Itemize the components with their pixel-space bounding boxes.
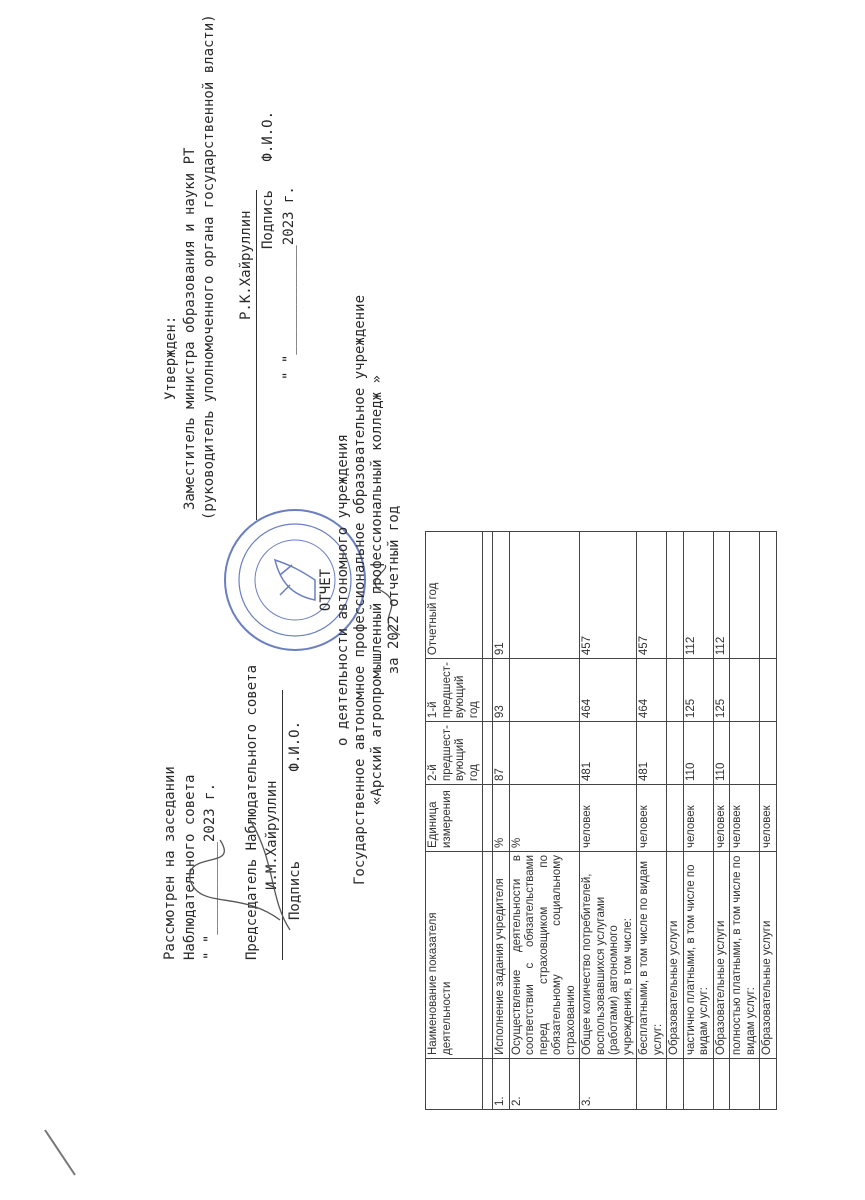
table-row: [509, 532, 580, 1110]
table-row: [760, 532, 777, 1110]
row-unit: человек: [637, 785, 667, 852]
report-table-wrap: [425, 531, 777, 1110]
row-unit: %: [509, 785, 580, 852]
row-num: [637, 1059, 667, 1110]
row-unit: человек: [760, 785, 777, 852]
row-rep: 457: [580, 532, 637, 659]
chairman-signature-icon: [180, 810, 300, 950]
table-row: [683, 532, 713, 1110]
row-y2: 481: [580, 722, 637, 785]
row-y1: 93: [493, 659, 510, 722]
title-line-3: Государственное автономное профессиональное образовательное учреждение: [352, 295, 368, 886]
row-y2: [667, 722, 684, 785]
title-line-5: за 2022 отчетный год: [386, 505, 402, 675]
row-unit: человек: [713, 785, 730, 852]
row-y1: [760, 659, 777, 722]
row-rep: [760, 532, 777, 659]
approval-date: " "_____________2023 г.: [281, 186, 297, 380]
approval-block: [162, 14, 299, 520]
header-unit: Единица измерения: [426, 785, 483, 852]
review-line-1: Рассмотрен на заседании: [162, 766, 178, 960]
row-num: [683, 1059, 713, 1110]
approver-signature-label: Подпись: [260, 190, 276, 250]
signature-label: Подпись: [287, 860, 303, 920]
approver-position: Заместитель министра образования и науки РТ: [182, 147, 198, 510]
row-name: Образовательные услуги: [713, 852, 730, 1059]
table-header-row: [426, 532, 483, 1110]
fio-label: Ф.И.О.: [287, 720, 303, 772]
row-y1: 125: [683, 659, 713, 722]
row-y1: [667, 659, 684, 722]
header-name: Наименование показателя деятельности: [426, 852, 483, 1059]
row-num: [730, 1059, 760, 1110]
row-y1: [730, 659, 760, 722]
row-num: 2.: [509, 1059, 580, 1110]
header-year-1: 1-й предшест-вующий год: [426, 659, 483, 722]
row-name: частично платными, в том числе по видам услуг:: [683, 852, 713, 1059]
row-y2: [730, 722, 760, 785]
row-rep: 112: [713, 532, 730, 659]
table-row: [667, 532, 684, 1110]
row-y2: [760, 722, 777, 785]
row-y1: 464: [637, 659, 667, 722]
row-unit: человек: [730, 785, 760, 852]
report-table: [425, 531, 777, 1110]
table-row: [637, 532, 667, 1110]
table-row: [713, 532, 730, 1110]
review-line-2: Наблюдательного совета: [182, 774, 198, 960]
table-spacer-row: [483, 532, 493, 1110]
row-rep: 91: [493, 532, 510, 659]
row-y2: 110: [713, 722, 730, 785]
row-name: Образовательные услуги: [760, 852, 777, 1059]
row-unit: [667, 785, 684, 852]
row-y2: 481: [637, 722, 667, 785]
title-line-4: «Арский агропромышленный профессиональный колледж »: [369, 375, 385, 805]
row-y2: [509, 722, 580, 785]
row-name: бесплатными, в том числе по видам услуг:: [637, 852, 667, 1059]
row-name: Образовательные услуги: [667, 852, 684, 1059]
title-line-2: о деятельности автономного учреждения: [335, 434, 351, 746]
row-unit: %: [493, 785, 510, 852]
chairman-name: И.М.Хайруллин: [262, 690, 283, 960]
row-rep: [730, 532, 760, 659]
row-y2: 110: [683, 722, 713, 785]
row-num: [667, 1059, 684, 1110]
row-num: [760, 1059, 777, 1110]
row-name: Общее количество потребителей, воспользовавшихся услугами (работами) автономного учреждения, в том числе:: [580, 852, 637, 1059]
header-report-year: Отчетный год: [426, 532, 483, 659]
approver-name: Р.К.Хайруллин: [237, 190, 257, 520]
chairman-label: Председатель Наблюдательного совета: [244, 664, 260, 960]
row-unit: человек: [683, 785, 713, 852]
row-name: Осуществление деятельности в соответствии с обязательствами перед страховщиком по обязательному социальному страхованию: [509, 852, 580, 1059]
row-unit: человек: [580, 785, 637, 852]
row-y1: [509, 659, 580, 722]
row-rep: [667, 532, 684, 659]
header-year-2: 2-й предшест-вующий год: [426, 722, 483, 785]
row-num: 3.: [580, 1059, 637, 1110]
table-row: [493, 532, 510, 1110]
header-num: [426, 1059, 483, 1110]
approver-fio-label: Ф.И.О.: [260, 110, 276, 162]
row-num: 1.: [493, 1059, 510, 1110]
row-num: [713, 1059, 730, 1110]
approved-label: Утвержден:: [163, 315, 179, 400]
title-line-1: ОТЧЕТ: [318, 568, 334, 612]
review-date: " "___________2023 г.: [202, 782, 218, 960]
row-rep: 112: [683, 532, 713, 659]
pen-mark-icon: [40, 1120, 80, 1180]
row-y2: 87: [493, 722, 510, 785]
row-name: полностью платными, в том числе по видам услуг:: [730, 852, 760, 1059]
table-row: [580, 532, 637, 1110]
row-y1: 125: [713, 659, 730, 722]
report-title: [318, 280, 403, 900]
row-rep: [509, 532, 580, 659]
table-row: [730, 532, 760, 1110]
row-rep: 457: [637, 532, 667, 659]
row-y1: 464: [580, 659, 637, 722]
row-name: Исполнение задания учредителя: [493, 852, 510, 1059]
approver-position-note: (руководитель уполномоченного органа государственной власти): [201, 14, 217, 520]
